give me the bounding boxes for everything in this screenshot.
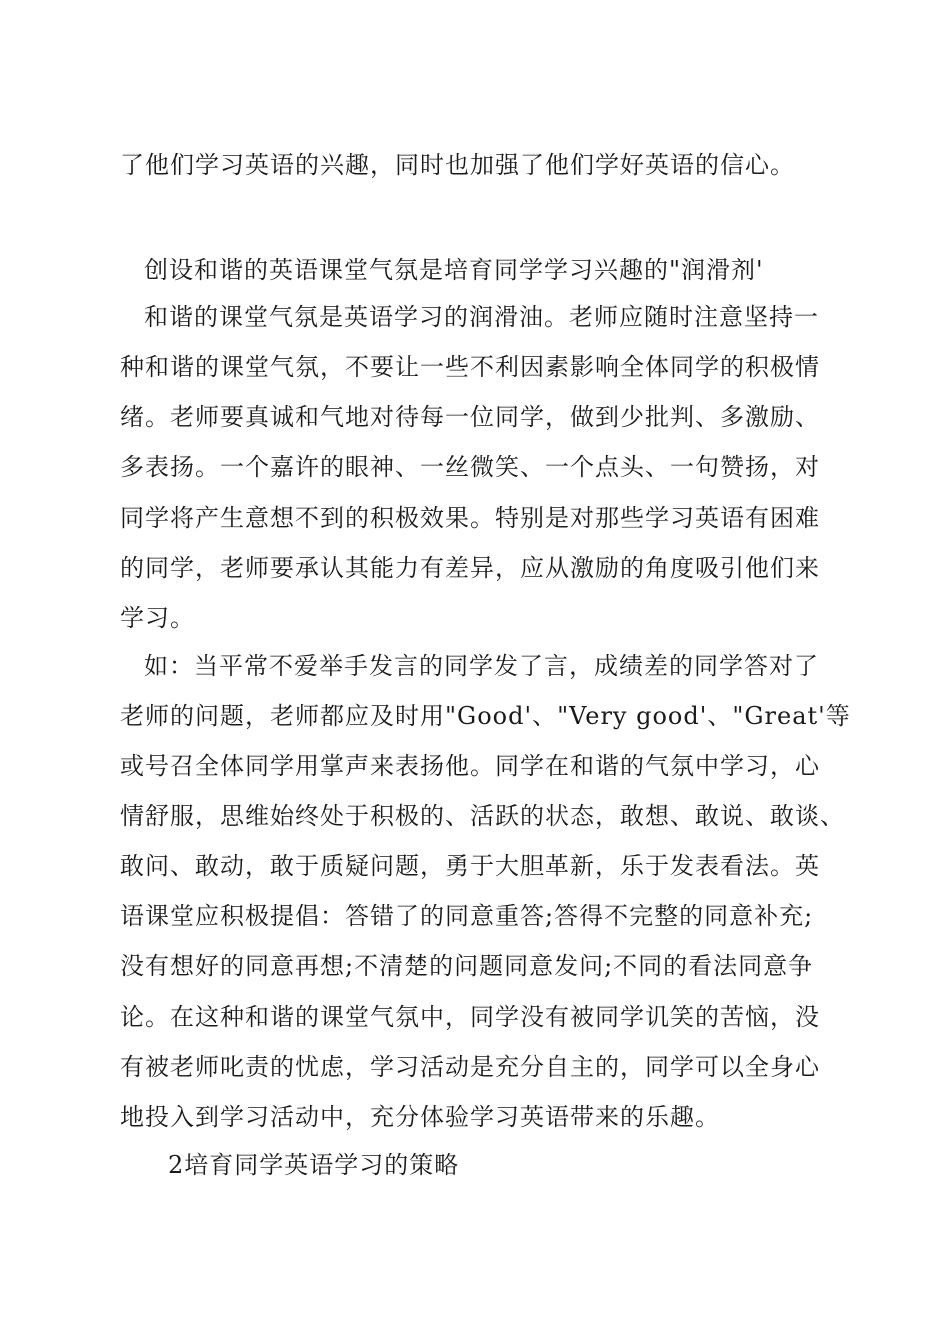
text-line: 语课堂应积极提倡：答错了的同意重答;答得不完整的同意补充; (120, 902, 814, 930)
text-line: 种和谐的课堂气氛，不要让一些不利因素影响全体同学的积极情 (120, 353, 820, 381)
text-line: 同学将产生意想不到的积极效果。特别是对那些学习英语有困难 (120, 504, 820, 532)
text-line: 绪。老师要真诚和气地对待每一位同学，做到少批判、多激励、 (120, 403, 820, 431)
text-line: 或号召全体同学用掌声来表扬他。同学在和谐的气氛中学习，心 (120, 752, 820, 780)
text-line: 老师的问题，老师都应及时用"Good'、"Very good'、"Great'等 (120, 702, 851, 730)
text-line: 学习。 (120, 604, 195, 632)
text-line: 有被老师叱责的忧虑，学习活动是充分自主的，同学可以全身心 (120, 1053, 820, 1081)
text-line: 敢问、敢动，敢于质疑问题，勇于大胆革新，乐于发表看法。英 (120, 852, 820, 880)
text-line: 地投入到学习活动中，充分体验学习英语带来的乐趣。 (120, 1103, 720, 1131)
text-line: 的同学，老师要承认其能力有差异，应从激励的角度吸引他们来 (120, 554, 820, 582)
section-heading: 2培育同学英语学习的策略 (168, 1151, 460, 1179)
text-line: 情舒服，思维始终处于积极的、活跃的状态，敢想、敢说、敢谈、 (120, 802, 845, 830)
section-heading: 创设和谐的英语课堂气氛是培育同学学习兴趣的"润滑剂' (144, 256, 764, 284)
text-line: 多表扬。一个嘉许的眼神、一丝微笑、一个点头、一句赞扬，对 (120, 453, 820, 481)
text-line: 没有想好的同意再想;不清楚的问题同意发问;不同的看法同意争 (120, 952, 814, 980)
paragraph-first-line: 和谐的课堂气氛是英语学习的润滑油。老师应随时注意坚持一 (144, 303, 819, 331)
text-line: 论。在这种和谐的课堂气氛中，同学没有被同学讥笑的苦恼，没 (120, 1003, 820, 1031)
text-line: 了他们学习英语的兴趣，同时也加强了他们学好英语的信心。 (120, 151, 795, 179)
paragraph-first-line: 如：当平常不爱举手发言的同学发了言，成绩差的同学答对了 (144, 652, 819, 680)
